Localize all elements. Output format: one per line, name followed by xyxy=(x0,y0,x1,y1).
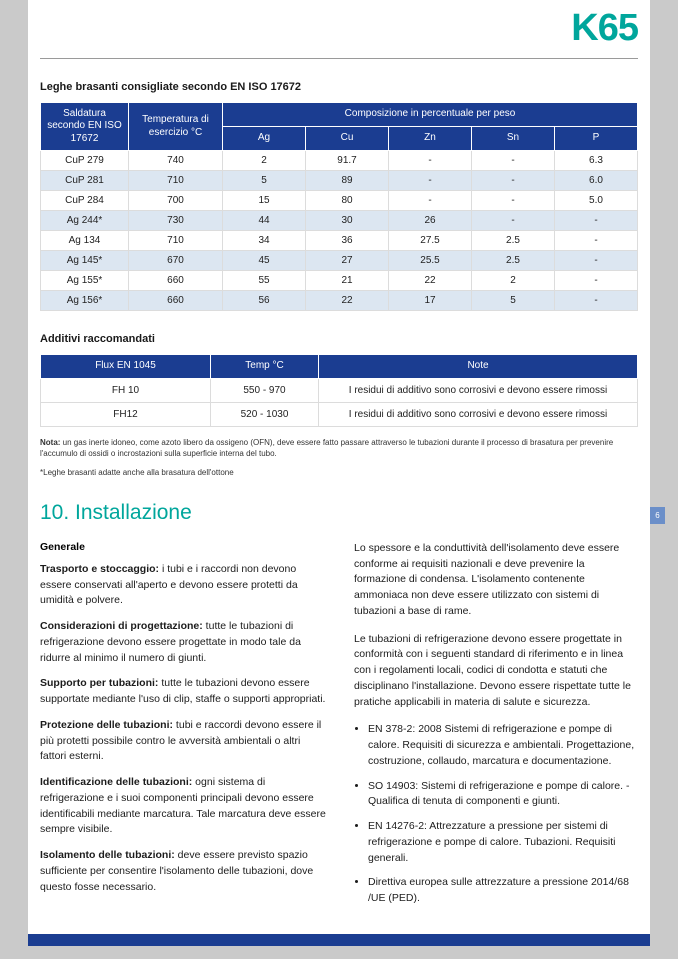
installation-left-paragraphs xyxy=(40,562,326,896)
section-title-installazione: 10. Installazione xyxy=(40,500,192,524)
table-cell: 2.5 xyxy=(472,231,555,251)
installation-left-column xyxy=(40,541,326,916)
standards-list xyxy=(368,722,638,907)
table-cell: 6.3 xyxy=(555,151,638,171)
table-cell: 2 xyxy=(472,271,555,291)
table-cell: 2.5 xyxy=(472,251,555,271)
table-cell: 740 xyxy=(129,151,223,171)
list-item: • Direttiva europea sulle attrezzature a pressione 2014/68 /UE (PED). xyxy=(368,875,638,907)
table-cell: Ag 156* xyxy=(41,291,129,311)
table-cell: CuP 279 xyxy=(41,151,129,171)
table-cell: - xyxy=(389,171,472,191)
table-cell: 5.0 xyxy=(555,191,638,211)
table-cell: 22 xyxy=(389,271,472,291)
table-cell: 710 xyxy=(129,171,223,191)
column-header: Ag xyxy=(223,127,306,151)
alloy-header-row xyxy=(41,102,638,126)
table-cell: - xyxy=(472,211,555,231)
table-cell: Ag 145* xyxy=(41,251,129,271)
table-cell: 17 xyxy=(389,291,472,311)
table-cell: - xyxy=(555,291,638,311)
alloy-table xyxy=(40,102,638,312)
table-cell: Ag 155* xyxy=(41,271,129,291)
paragraph-lead: Trasporto e stoccaggio: xyxy=(40,562,160,575)
additives-table xyxy=(40,354,638,427)
table-row xyxy=(41,231,638,251)
table-cell: 55 xyxy=(223,271,306,291)
table-cell: 660 xyxy=(129,291,223,311)
column-header: P xyxy=(555,127,638,151)
paragraph: Supporto per tubazioni: tutte le tubazioni devono essere supportate mediante l'uso di clip, staffe o supporti appropriati. xyxy=(40,677,326,706)
brand-logo: K65 xyxy=(571,7,638,49)
table-cell: Ag 134 xyxy=(41,231,129,251)
table-cell: 30 xyxy=(306,211,389,231)
paragraph: Isolamento delle tubazioni: deve essere previsto spazio sufficiente per consentire l'isolamento delle tubazioni, dove questo fosse necessario. xyxy=(40,849,314,893)
table-cell: 520 - 1030 xyxy=(211,402,319,426)
footnote-text: *Leghe brasanti adatte anche alla brasatura dell'ottone xyxy=(40,467,234,477)
installation-columns xyxy=(40,541,638,916)
table-cell: 21 xyxy=(306,271,389,291)
table-row xyxy=(41,291,638,311)
section-title-alloys: Leghe brasanti consigliate secondo EN ISO 17672 xyxy=(40,80,302,93)
table-cell: 670 xyxy=(129,251,223,271)
table-cell: 56 xyxy=(223,291,306,311)
alloy-table-body xyxy=(41,151,638,311)
footer-bar xyxy=(28,934,650,946)
list-item: • EN 378-2: 2008 Sistemi di refrigerazione e pompe di calore. Requisiti di sicurezza e ambientali. Progettazione, costruzione, collaudo, marcatura e documentazione. xyxy=(368,722,638,769)
paragraph-lead: Protezione delle tubazioni: xyxy=(40,718,174,731)
paragraph-lead: Considerazioni di progettazione: xyxy=(40,620,203,633)
paragraph: Considerazioni di progettazione: tutte le tubazioni di refrigerazione devono essere progettate in modo tale da ridurre al minimo il numero di giunti. xyxy=(40,620,301,664)
table-cell: 5 xyxy=(223,171,306,191)
table-cell: - xyxy=(472,191,555,211)
additives-table-body xyxy=(41,378,638,426)
column-header: Cu xyxy=(306,127,389,151)
table-cell: I residui di additivo sono corrosivi e devono essere rimossi xyxy=(319,378,638,402)
table-cell: - xyxy=(555,271,638,291)
table-cell: - xyxy=(555,231,638,251)
column-header: Sn xyxy=(472,127,555,151)
table-cell: 89 xyxy=(306,171,389,191)
table-cell: I residui di additivo sono corrosivi e devono essere rimossi xyxy=(319,402,638,426)
document-page xyxy=(28,0,650,946)
table-cell: - xyxy=(555,251,638,271)
column-header-temperatura: Temperatura di esercizio °C xyxy=(129,102,223,151)
note-text xyxy=(40,437,638,460)
table-cell: 27 xyxy=(306,251,389,271)
list-item: • SO 14903: Sistemi di refrigerazione e pompe di calore. - Qualifica di tenuta di componenti e giunti. xyxy=(368,779,638,811)
installation-right-column xyxy=(354,541,638,916)
additives-table-head xyxy=(41,355,638,379)
table-row xyxy=(41,378,638,402)
note-label: Nota: xyxy=(40,437,61,447)
column-header-saldatura: Saldatura secondo EN ISO 17672 xyxy=(41,102,129,151)
paragraph-lead: Supporto per tubazioni: xyxy=(40,677,159,690)
paragraph-lead: Identificazione delle tubazioni: xyxy=(40,776,193,789)
table-cell: 6.0 xyxy=(555,171,638,191)
table-cell: 730 xyxy=(129,211,223,231)
list-item: • EN 14276-2: Attrezzature a pressione per sistemi di refrigerazione e pompe di calore. Tubazioni. Requisiti generali. xyxy=(368,819,638,866)
table-cell: CuP 281 xyxy=(41,171,129,191)
table-row xyxy=(41,402,638,426)
table-row xyxy=(41,171,638,191)
table-cell: - xyxy=(472,151,555,171)
column-header: Zn xyxy=(389,127,472,151)
table-cell: 44 xyxy=(223,211,306,231)
table-cell: 34 xyxy=(223,231,306,251)
table-cell: 26 xyxy=(389,211,472,231)
note-body: un gas inerte idoneo, come azoto libero da ossigeno (OFN), deve essere fatto passare attraverso le tubazioni durante il processo di brasatura per prevenire l'accumulo di ossidi o incrostazioni sulla superficie interna del tubo. xyxy=(40,437,614,459)
table-row xyxy=(41,211,638,231)
table-cell: 45 xyxy=(223,251,306,271)
table-cell: 25.5 xyxy=(389,251,472,271)
table-cell: Ag 244* xyxy=(41,211,129,231)
header-divider xyxy=(40,58,638,59)
table-cell: - xyxy=(472,171,555,191)
paragraph: Identificazione delle tubazioni: ogni sistema di refrigerazione e i suoi componenti principali devono essere identificabili mediante marcatura. Tale marcatura deve essere sempre visibile. xyxy=(40,776,326,836)
table-row xyxy=(41,191,638,211)
table-row xyxy=(41,251,638,271)
table-cell: 5 xyxy=(472,291,555,311)
table-cell: 15 xyxy=(223,191,306,211)
table-cell: 27.5 xyxy=(389,231,472,251)
page-number-tab: 6 xyxy=(650,507,665,524)
table-cell: 550 - 970 xyxy=(211,378,319,402)
table-cell: FH12 xyxy=(41,402,211,426)
column-group-header-composizione: Composizione in percentuale per peso xyxy=(223,102,638,126)
table-cell: 710 xyxy=(129,231,223,251)
alloy-table-head xyxy=(41,102,638,151)
paragraph: Le tubazioni di refrigerazione devono essere progettate in conformità con i seguenti standard di riferimento e in linea con i regolamenti locali, codici di condotta e statuti che disciplinano l'installazione. Devono essere rispettate tutte le pratiche applicabili in materia di salute e sicurezza. xyxy=(354,632,631,708)
section-title-additives: Additivi raccomandati xyxy=(40,333,155,346)
paragraph: Trasporto e stoccaggio: i tubi e i raccordi non devono essere conservati all'aperto e devono essere protetti da umidità e polvere. xyxy=(40,562,298,607)
table-cell: - xyxy=(555,211,638,231)
installation-right-paragraphs xyxy=(354,541,638,711)
paragraph: Lo spessore e la conduttività dell'isolamento deve essere conforme ai requisiti nazionali e deve prevenire la formazione di condensa. L'isolamento contenente ammoniaca non deve essere utilizzato con sistemi di tubazioni a base di rame. xyxy=(354,541,620,617)
table-cell: CuP 284 xyxy=(41,191,129,211)
table-cell: 36 xyxy=(306,231,389,251)
column-header: Temp °C xyxy=(211,355,319,379)
table-cell: FH 10 xyxy=(41,378,211,402)
table-cell: 80 xyxy=(306,191,389,211)
table-cell: - xyxy=(389,191,472,211)
column-header: Flux EN 1045 xyxy=(41,355,211,379)
table-cell: - xyxy=(389,151,472,171)
table-cell: 700 xyxy=(129,191,223,211)
left-column-heading: Generale xyxy=(40,540,85,553)
paragraph-lead: Isolamento delle tubazioni: xyxy=(40,849,175,862)
table-row xyxy=(41,271,638,291)
paragraph: Protezione delle tubazioni: tubi e raccordi devono essere il più protetti possibile contro le avversità ambientali o altri fattori esterni. xyxy=(40,718,322,763)
table-cell: 2 xyxy=(223,151,306,171)
column-header: Note xyxy=(319,355,638,379)
additives-header-row xyxy=(41,355,638,379)
table-row xyxy=(41,151,638,171)
table-cell: 22 xyxy=(306,291,389,311)
table-cell: 660 xyxy=(129,271,223,291)
table-cell: 91.7 xyxy=(306,151,389,171)
